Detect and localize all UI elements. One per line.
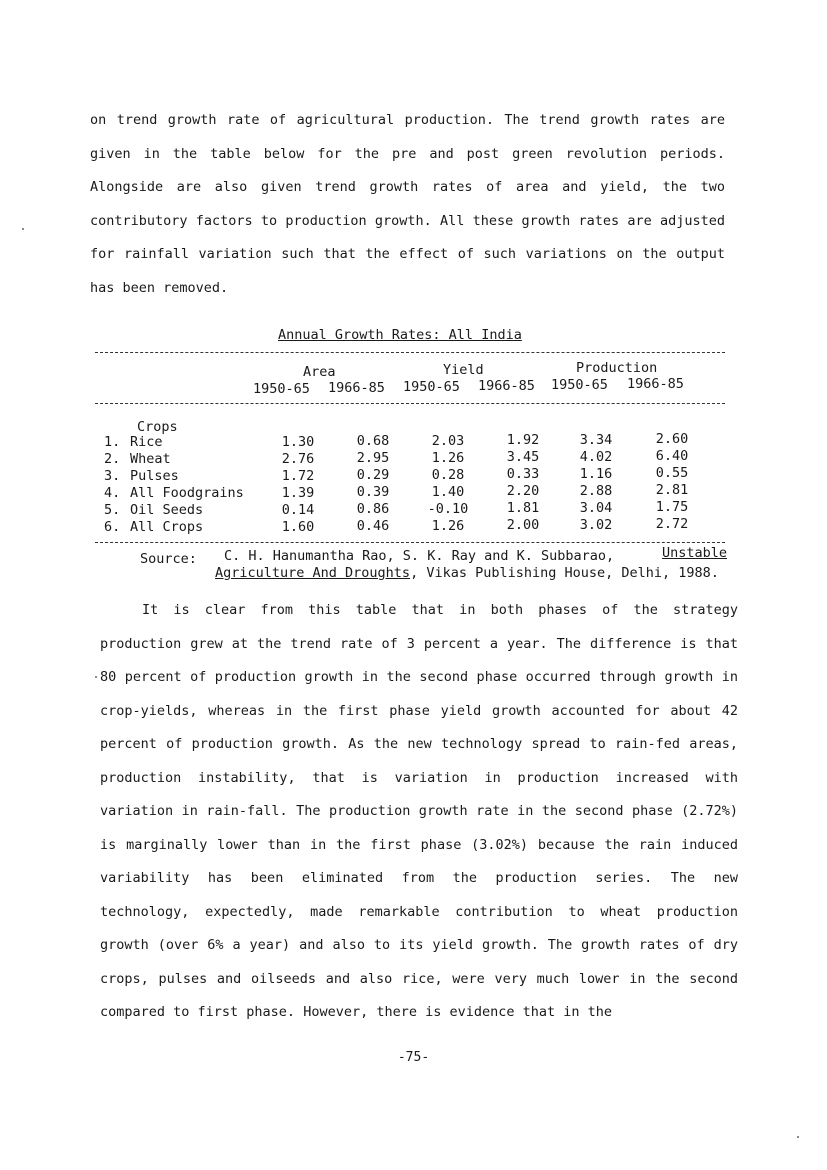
table-header-rule [95, 403, 725, 404]
crop-name: Pulses [130, 468, 179, 484]
table-cell: 0.33 [506, 466, 540, 482]
table-cell: 1.72 [281, 468, 315, 484]
crop-name: All Foodgrains [130, 485, 244, 501]
table-cell: 1.75 [655, 499, 689, 515]
table-cell: 1.60 [281, 519, 315, 535]
table-cell: -0.10 [427, 501, 469, 517]
table-cell: 2.88 [579, 483, 613, 499]
source-authors: C. H. Hanumantha Rao, S. K. Ray and K. Subbarao, [224, 548, 615, 564]
table-cell: 0.29 [356, 467, 390, 483]
table-cell: 1.39 [281, 485, 315, 501]
page-number: -75- [397, 1050, 430, 1065]
table-cell: 0.55 [655, 465, 689, 481]
row-number: 1. [104, 434, 121, 450]
source-title-line [215, 565, 719, 581]
period-header: 1966-85 [627, 376, 684, 392]
period-header: 1966-85 [478, 378, 535, 394]
table-cell: 0.68 [356, 433, 390, 449]
table-cell: 1.30 [281, 434, 315, 450]
row-number: 4. [104, 485, 121, 501]
period-header: 1950-65 [403, 379, 460, 395]
table-cell: 1.26 [431, 450, 465, 466]
table-cell: 2.03 [431, 433, 465, 449]
table-cell: 2.95 [356, 450, 390, 466]
table-cell: 0.46 [356, 518, 390, 534]
table-cell: 1.81 [506, 500, 540, 516]
table-cell: 2.20 [506, 483, 540, 499]
table-cell: 1.26 [431, 518, 465, 534]
source-label: Source: [140, 551, 197, 567]
scan-speck [797, 1136, 799, 1138]
table-cell: 0.14 [281, 502, 315, 518]
row-number: 6. [104, 519, 121, 535]
scan-speck [95, 676, 97, 678]
table-cell: 0.86 [356, 501, 390, 517]
period-header: 1966-85 [328, 380, 385, 396]
header-area: Area [303, 364, 336, 380]
crop-name: Oil Seeds [130, 502, 204, 518]
row-number: 5. [104, 502, 121, 518]
row-number: 3. [104, 468, 121, 484]
header-yield: Yield [443, 362, 484, 378]
source-title-part1: Unstable [662, 545, 728, 561]
table-cell: 0.39 [356, 484, 390, 500]
table-cell: 3.45 [506, 449, 540, 465]
table-cell: 1.16 [579, 466, 613, 482]
table-cell: 1.92 [506, 432, 540, 448]
crop-name: All Crops [130, 519, 204, 535]
table-cell: 3.34 [579, 432, 613, 448]
paragraph-intro: on trend growth rate of agricultural production. The trend growth rates are given in the table below for the pre and post green revolution periods. Alongside are also given trend growth rates of area and yield, the two contributory factors to production growth. All these growth rates are adjusted for rainfall variation such that the effect of such variations on the output has been removed. [90, 112, 725, 296]
period-header: 1950-65 [551, 377, 608, 393]
crop-name: Rice [130, 434, 163, 450]
table-cell: 0.28 [431, 467, 465, 483]
crop-name: Wheat [130, 451, 171, 467]
period-header: 1950-65 [253, 381, 310, 397]
table-cell: 2.76 [281, 451, 315, 467]
table-cell: 3.02 [579, 517, 613, 533]
table-top-rule [95, 352, 725, 353]
table-cell: 2.81 [655, 482, 689, 498]
source-publisher: , Vikas Publishing House, Delhi, 1988. [410, 565, 719, 581]
paragraph-analysis: It is clear from this table that in both phases of the strategy production grew at the trend rate of 3 percent a year. The difference is that 80 percent of production growth in the second phase occurred through growth in crop-yields, whereas in the first phase yield growth accounted for about 42 percent of production growth. As the new technology spread to rain-fed areas, production instability, that is variation in production increased with variation in rain-fall. The production growth rate in the second phase (2.72%) is marginally lower than in the first phase (3.02%) because the rain induced variability has been eliminated from the production series. The new technology, expectedly, made remarkable contribution to wheat production growth (over 6% a year) and also to its yield growth. The growth rates of dry crops, pulses and oilseeds and also rice, were very much lower in the second compared to first phase. However, there is evidence that in the [100, 602, 738, 1020]
table-cell: 1.40 [431, 484, 465, 500]
table-bottom-rule [95, 542, 725, 543]
header-production: Production [576, 360, 658, 376]
table-title: Annual Growth Rates: All India [278, 327, 522, 343]
source-title-part2: Agriculture And Droughts [215, 565, 411, 581]
table-cell: 6.40 [655, 448, 689, 464]
scan-speck [22, 228, 24, 230]
table-cell: 4.02 [579, 449, 613, 465]
table-cell: 3.04 [579, 500, 613, 516]
crops-header: Crops [137, 419, 178, 435]
table-cell: 2.60 [655, 431, 689, 447]
table-cell: 2.00 [506, 517, 540, 533]
row-number: 2. [104, 451, 121, 467]
table-cell: 2.72 [655, 516, 689, 532]
